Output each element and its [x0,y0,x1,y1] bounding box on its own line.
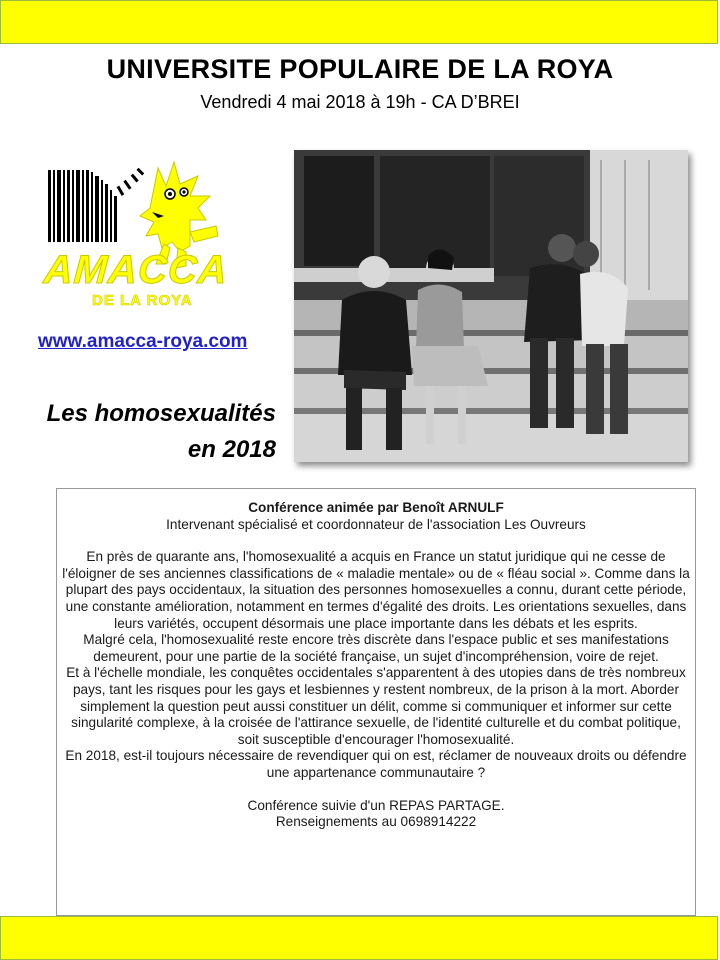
logo-name: AMACCA [42,248,230,292]
paragraph-1: En près de quarante ans, l'homosexualité a acquis en France un statut juridique qui ne cesse de l'éloigner de ses anciennes classifications de « maladie mentale» ou de « fléau social ». Comme dans la plupart des pays occidentaux, la situation des personnes homosexuelles a connu, durant cette période, une constante amélioration, notamment en termes d'égalité des droits. Les orientations sexuelles, dans leurs variétés, occupent désormais une place importante dans les débats et les esprits. [62,549,690,631]
paragraph-2: Malgré cela, l'homosexualité reste encore très discrète dans l'espace public et ses manifestations demeurent, pour une partie de la société française, un sujet d'incompréhension, voire de rejet. [83,632,669,664]
paragraph-3: Et à l'échelle mondiale, les conquêtes occidentales s'apparentent à des utopies dans de très nombreux pays, tant les risques pour les gays et lesbiennes y restent nombreux, de la prison à la mort. Aborder simplement la question peut aussi constituer un délit, comme si communiquer et informer sur cette singularité complexe, à la croisée de l'attirance sexuelle, de l'identité culturelle et du combat politique, soit susceptible d'encourager l'homosexualité. [66,665,686,747]
photo [294,150,688,462]
theme-line-2: en 2018 [187,436,276,463]
top-yellow-band [0,0,718,44]
conference-description [56,488,696,916]
event-date-location: Vendredi 4 mai 2018 à 19h - CA D’BREI [200,92,520,112]
logo-subtitle: DE LA ROYA [92,292,193,309]
speaker-role: Intervenant spécialisé et coordonnateur de l'association Les Ouvreurs [166,516,586,532]
theme-line-1: Les homosexualités [46,400,276,427]
website-link[interactable]: www.amacca-roya.com [38,331,248,352]
speaker-heading: Conférence animée par Benoît ARNULF [248,500,504,515]
meal-note: Conférence suivie d'un REPAS PARTAGE. [247,797,505,813]
paragraph-4: En 2018, est-il toujours nécessaire de revendiquer qui on est, réclamer de nouveaux droits ou défendre une appartenance communautaire ? [65,748,687,780]
bottom-yellow-band [0,916,718,960]
page-title: UNIVERSITE POPULAIRE DE LA ROYA [106,54,614,84]
contact-info: Renseignements au 0698914222 [275,814,477,830]
